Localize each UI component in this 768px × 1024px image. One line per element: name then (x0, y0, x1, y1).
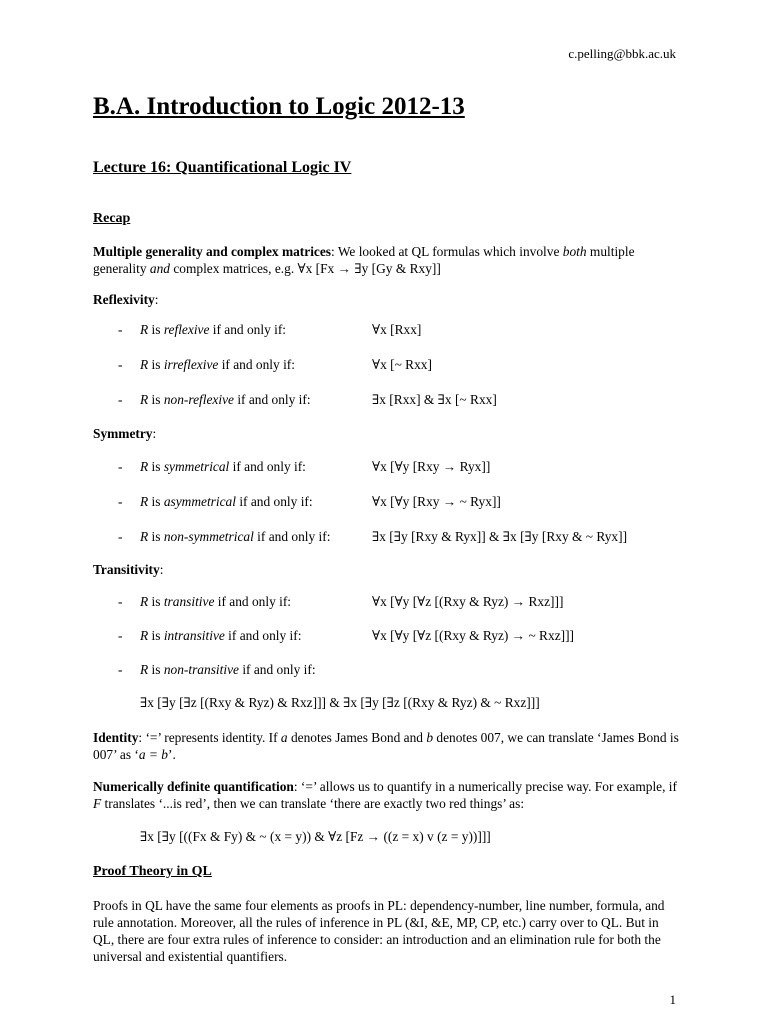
text-part: if and only if: (233, 392, 311, 407)
colon: : (159, 562, 164, 577)
definition-label (140, 628, 301, 644)
relation-symbol: R (140, 322, 149, 337)
definition-label (140, 662, 316, 678)
text-part: if and only if: (229, 459, 306, 474)
text-part: : ‘=’ represents identity. If (138, 730, 281, 745)
text-part: is (148, 459, 164, 474)
text-part: ’. (168, 747, 176, 762)
list-dash: - (118, 662, 123, 677)
course-title: B.A. Introduction to Logic 2012-13 (93, 93, 465, 120)
heading-text: Symmetry (93, 426, 153, 441)
text-part: if and only if: (209, 322, 287, 337)
proof-theory-paragraph: Proofs in QL have the same four elements as proofs in PL: dependency-number, line number, formula, and rule annotation. Moreover, all the rules of inference in PL (&I, &E, MP, CP, etc.) carry over to QL. But in QL, there are four extra rules of inference to consider: an introduction and an elimination rule for both the universal and existential quantifiers. (93, 898, 665, 964)
property-name: intransitive (163, 628, 225, 643)
property-name: non-reflexive (163, 392, 234, 407)
definition-formula: ∀x [~ Rxx] (372, 357, 432, 372)
text-part: complex matrices, e.g. (169, 261, 298, 276)
definition-formula: ∀x [∀y [∀z [(Rxy & Ryz) → Rxz]]] (372, 594, 564, 609)
text-part: if and only if: (253, 529, 331, 544)
definition-formula: ∃x [∃y [∃z [(Rxy & Ryz) & Rxz]]] & ∃x [∃y [∃z [(Rxy & Ryz) & ~ Rxz]]] (140, 695, 540, 710)
text-part: : ‘=’ allows us to quantify in a numerically precise way. For example, if (293, 779, 677, 794)
text-part: is (148, 392, 164, 407)
definition-label (140, 322, 286, 338)
reflexivity-heading (93, 292, 158, 308)
multiple-generality-lead: Multiple generality and complex matrices (93, 244, 332, 259)
definition-formula: ∀x [Rxx] (372, 322, 422, 337)
example-formula: ∀x [Fx → ∃y [Gy & Rxy]] (297, 261, 441, 276)
definition-label (140, 494, 313, 510)
text-part: is (148, 322, 164, 337)
relation-symbol: R (140, 494, 149, 509)
list-dash: - (118, 594, 123, 609)
identity-lead: Identity (93, 730, 139, 745)
colon: : (152, 426, 157, 441)
list-dash: - (118, 529, 123, 544)
identity-formula: a = b (138, 747, 168, 762)
text-part: if and only if: (224, 628, 302, 643)
proof-theory-heading: Proof Theory in QL (93, 864, 212, 879)
emphasis: both (562, 244, 587, 259)
text-part: : We looked at QL formulas which involve (331, 244, 563, 259)
lecture-title: Lecture 16: Quantificational Logic IV (93, 159, 352, 176)
relation-symbol: R (140, 459, 149, 474)
heading-text: Reflexivity (93, 292, 155, 307)
relation-symbol: R (140, 357, 149, 372)
property-name: transitive (163, 594, 215, 609)
text-part: denotes 007, we can translate ‘James Bond is 007’ as ‘ (93, 730, 679, 762)
property-name: non-symmetrical (163, 529, 254, 544)
property-name: irreflexive (163, 357, 219, 372)
text-part: if and only if: (218, 357, 295, 372)
colon: : (154, 292, 159, 307)
text-part: is (148, 662, 164, 677)
definition-formula: ∀x [∀y [Rxy → Ryx]] (372, 459, 491, 474)
list-dash: - (118, 357, 123, 372)
text-part: is (148, 357, 164, 372)
numerical-paragraph (93, 778, 683, 812)
page-number: 1 (669, 992, 676, 1007)
constant-b: b (426, 730, 434, 745)
text-part: denotes James Bond and (287, 730, 427, 745)
symmetry-heading (93, 426, 156, 442)
relation-symbol: R (140, 662, 149, 677)
transitivity-heading (93, 562, 163, 578)
list-dash: - (118, 459, 123, 474)
text-part: translates ‘...is red’, then we can translate ‘there are exactly two red things’ as: (101, 796, 525, 811)
relation-symbol: R (140, 529, 149, 544)
property-name: asymmetrical (163, 494, 236, 509)
list-dash: - (118, 628, 123, 643)
definition-label (140, 392, 311, 408)
numerical-lead: Numerically definite quantification (93, 779, 294, 794)
definition-label (140, 357, 295, 373)
definition-label (140, 529, 330, 545)
text-part: if and only if: (214, 594, 292, 609)
definition-formula: ∃x [∃y [Rxy & Ryx]] & ∃x [∃y [Rxy & ~ Ryx]] (372, 529, 628, 544)
definition-label (140, 459, 306, 475)
multiple-generality-paragraph (93, 243, 683, 277)
text-part: is (148, 494, 164, 509)
property-name: non-transitive (163, 662, 239, 677)
constant-a: a (280, 730, 288, 745)
property-name: reflexive (163, 322, 210, 337)
text-part: is (148, 594, 164, 609)
text-part: if and only if: (238, 662, 316, 677)
text-part: multiple generality (93, 244, 635, 276)
identity-paragraph (93, 729, 683, 763)
heading-text: Transitivity (93, 562, 160, 577)
recap-heading: Recap (93, 211, 131, 226)
definition-formula: ∀x [∀y [∀z [(Rxy & Ryz) → ~ Rxz]]] (372, 628, 575, 643)
list-dash: - (118, 494, 123, 509)
definition-label (140, 594, 291, 610)
text-part: if and only if: (235, 494, 313, 509)
text-part: is (148, 529, 164, 544)
list-dash: - (118, 392, 123, 407)
relation-symbol: R (140, 594, 149, 609)
author-email: c.pelling@bbk.ac.uk (568, 46, 676, 61)
property-name: symmetrical (163, 459, 230, 474)
text-part: is (148, 628, 164, 643)
relation-symbol: R (140, 628, 149, 643)
numerical-formula: ∃x [∃y [((Fx & Fy) & ~ (x = y)) & ∀z [Fz → ((z = x) v (z = y))]]] (140, 829, 491, 844)
predicate-f: F (93, 796, 102, 811)
definition-formula: ∃x [Rxx] & ∃x [~ Rxx] (372, 392, 497, 407)
relation-symbol: R (140, 392, 149, 407)
emphasis: and (149, 261, 170, 276)
definition-formula: ∀x [∀y [Rxy → ~ Ryx]] (372, 494, 501, 509)
list-dash: - (118, 322, 123, 337)
